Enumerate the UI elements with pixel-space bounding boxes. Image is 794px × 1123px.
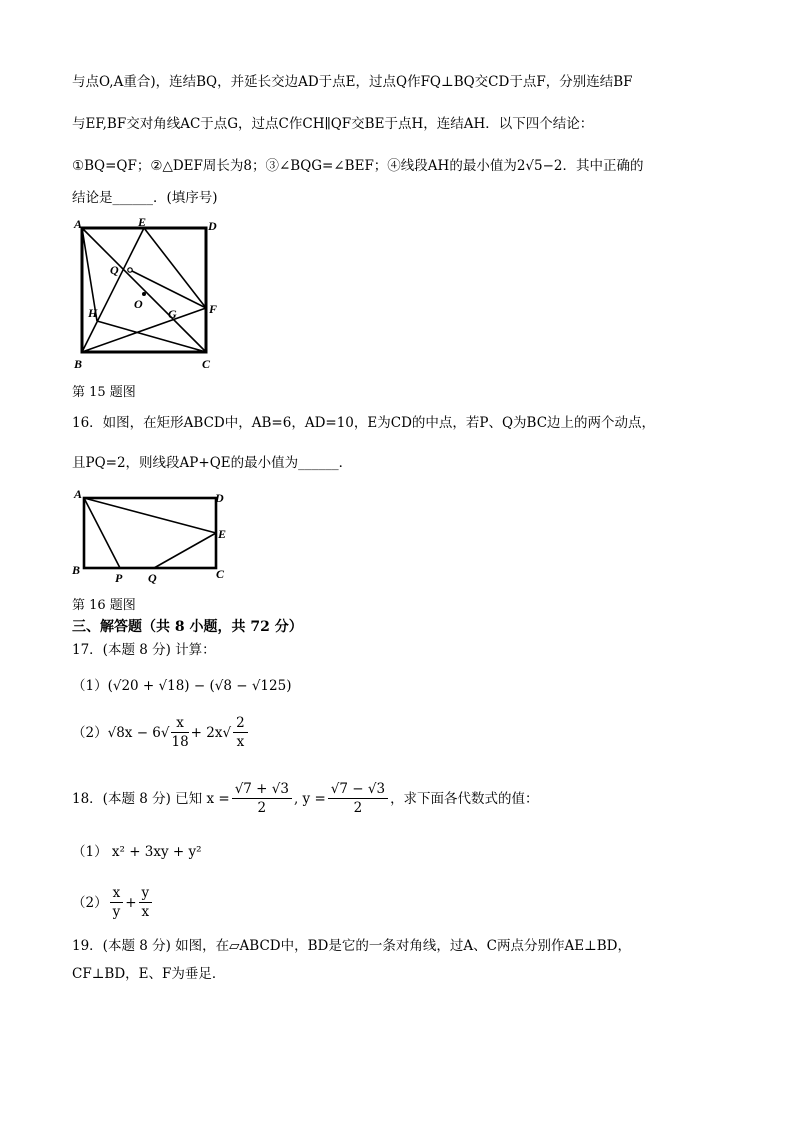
q18-x-den: 2 bbox=[257, 800, 267, 816]
q19-text-line-1: 19．(本题 8 分) 如图，在▱ABCD中，BD是它的一条对角线，过A、C两点分别作AE⊥BD， bbox=[72, 938, 631, 954]
q16-label-a: A bbox=[74, 487, 83, 501]
q16-label-p: P bbox=[115, 571, 123, 585]
q17-fraction-2 bbox=[233, 714, 248, 751]
q16-caption: 第 16 题图 bbox=[72, 598, 136, 613]
q15-label-o: O bbox=[134, 297, 143, 311]
q17-fraction-1-den: 18 bbox=[171, 734, 189, 750]
q17-fraction-1-num: x bbox=[171, 714, 188, 733]
q17-fraction-2-den: x bbox=[236, 734, 245, 750]
q15-text-line-2: 与EF,BF交对角线AC于点G，过点C作CH∥QF交BE于点H，连结AH．以下四个结论： bbox=[72, 116, 594, 132]
q18-part-2 bbox=[72, 884, 154, 921]
q18-intro-c: ，求下面各代数式的值： bbox=[390, 790, 539, 807]
q18-part-2-fraction-1 bbox=[110, 884, 124, 921]
q16-label-b: B bbox=[72, 563, 81, 577]
q18-part-2-f2-den: x bbox=[141, 904, 150, 920]
q15-text-line-3: ①BQ=QF；②△DEF周长为8；③∠BQG=∠BEF；④线段AH的最小值为2√5−2．其中正确的 bbox=[72, 158, 644, 174]
q18-x-num: √7 + √3 bbox=[232, 780, 292, 799]
q15-label-g: G bbox=[168, 307, 177, 321]
q17-fraction-1 bbox=[171, 714, 188, 751]
q15-caption: 第 15 题图 bbox=[72, 385, 136, 400]
q18-part-2-label: （2） bbox=[72, 894, 108, 911]
q17-part-2 bbox=[72, 714, 250, 751]
q15-label-f: F bbox=[209, 302, 218, 316]
q18-y-num: √7 − √3 bbox=[328, 780, 388, 799]
q18-x-fraction bbox=[232, 780, 292, 817]
q18-intro-b: , y = bbox=[293, 790, 326, 807]
q18-part-2-fraction-2 bbox=[139, 884, 153, 921]
q16-label-q: Q bbox=[148, 571, 157, 585]
q15-label-h: H bbox=[88, 306, 98, 320]
q17-part-1: （1）(√20 + √18) − (√8 − √125) bbox=[72, 678, 292, 694]
q15-label-b: B bbox=[74, 357, 83, 371]
q15-label-q: Q bbox=[110, 263, 119, 277]
q15-label-d: D bbox=[208, 219, 217, 233]
q16-label-e: E bbox=[218, 527, 227, 541]
q15-label-a: A bbox=[74, 217, 83, 231]
section-3-heading: 三、解答题（共 8 小题，共 72 分） bbox=[72, 619, 303, 635]
q15-text-line-1: 与点O,A重合)，连结BQ，并延长交边AD于点E，过点Q作FQ⊥BQ交CD于点F，分别连结BF bbox=[72, 74, 633, 90]
q15-label-c: C bbox=[202, 357, 211, 371]
q19-text-line-2: CF⊥BD，E、F为垂足． bbox=[72, 966, 226, 982]
q16-text-line-1: 16．如图，在矩形ABCD中，AB=6，AD=10，E为CD的中点，若P、Q为BC边上的两个动点， bbox=[72, 415, 656, 431]
q18-y-den: 2 bbox=[353, 800, 363, 816]
q16-label-c: C bbox=[216, 567, 225, 581]
q16-figure bbox=[70, 486, 240, 586]
q15-figure bbox=[70, 216, 230, 376]
q15-label-e: E bbox=[138, 216, 147, 229]
q18-part-2-f2-num: y bbox=[139, 884, 153, 903]
q15-text-line-4: 结论是______．(填序号) bbox=[72, 190, 218, 206]
q18-intro bbox=[72, 780, 539, 817]
q17-intro: 17．(本题 8 分) 计算： bbox=[72, 642, 216, 658]
q16-text-line-2: 且PQ=2，则线段AP+QE的最小值为______． bbox=[72, 455, 353, 471]
q16-label-d: D bbox=[215, 491, 224, 505]
q18-part-2-plus: + bbox=[125, 894, 137, 911]
q17-part-2-term-a: √8x − 6√ bbox=[107, 724, 170, 741]
q18-part-2-f1-den: y bbox=[112, 904, 121, 920]
q17-part-2-label: （2） bbox=[72, 724, 108, 741]
q18-part-2-f1-num: x bbox=[110, 884, 124, 903]
q17-part-2-term-b: + 2x√ bbox=[190, 724, 232, 741]
q18-y-fraction bbox=[328, 780, 388, 817]
q17-fraction-2-num: 2 bbox=[233, 714, 248, 733]
q18-intro-a: 18．(本题 8 分) 已知 x = bbox=[72, 790, 230, 807]
q18-part-1: （1） x² + 3xy + y² bbox=[72, 844, 202, 860]
